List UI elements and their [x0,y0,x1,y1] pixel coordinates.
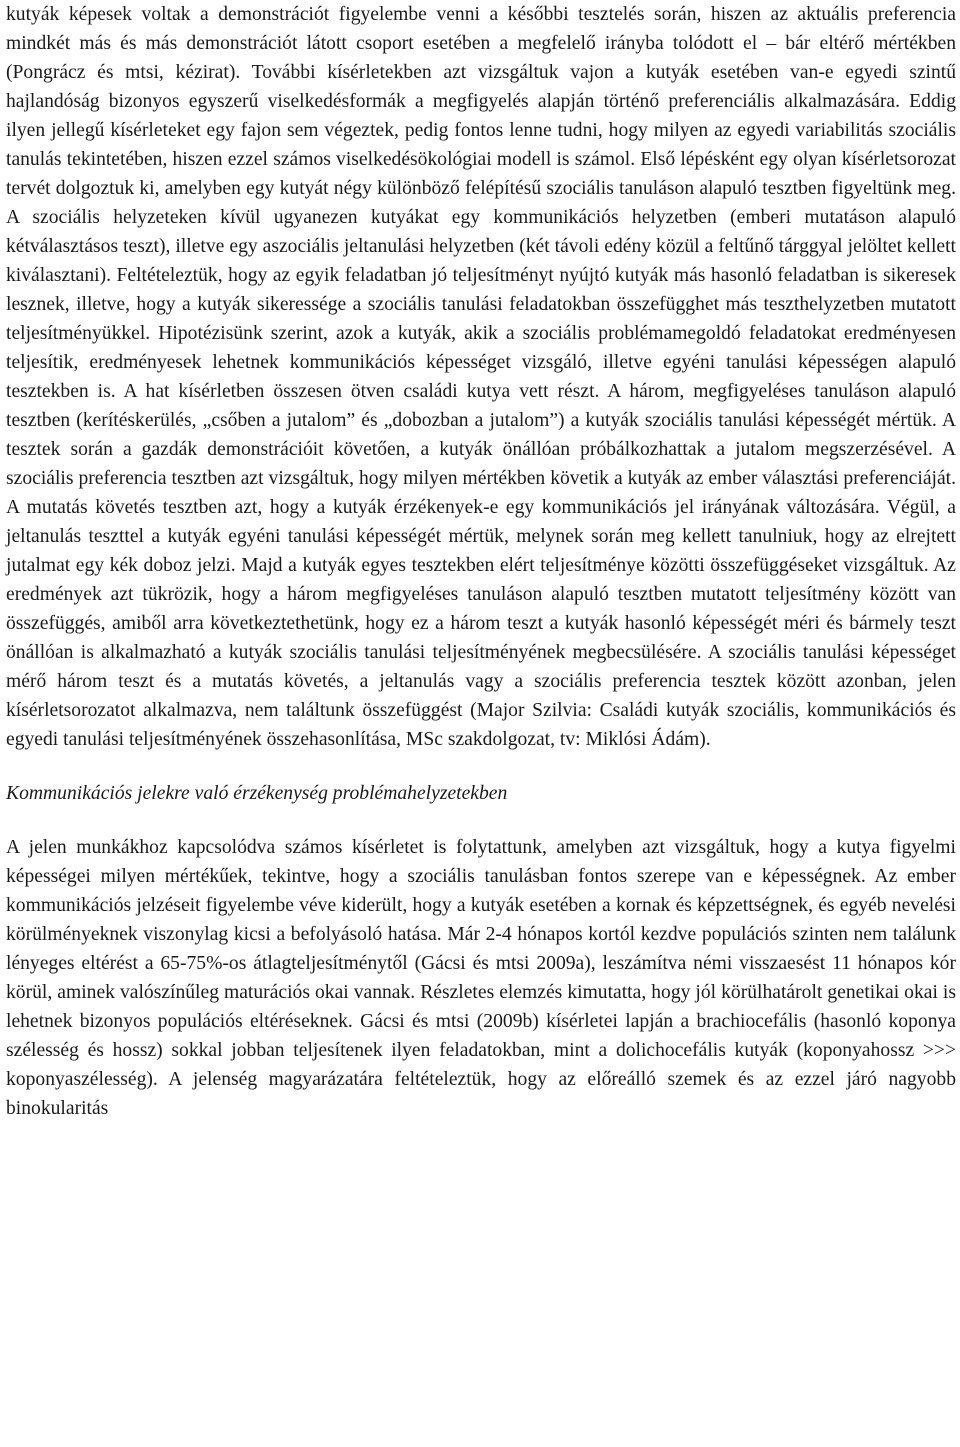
body-paragraph: A jelen munkákhoz kapcsolódva számos kísérletet is folytattunk, amelyben azt vizsgáltuk, hogy a kutya figyelmi képességei milyen mértékűek, tekintve, hogy a szociális tanulásban fontos szerepe van e képességnek. Az ember kommunikációs jelzéseit figyelembe véve kiderült, hogy a kutyák esetében a kornak és képzettségnek, és egyéb nevelési körülményeknek viszonylag kicsi a befolyásoló hatása. Már 2-4 hónapos kortól kezdve populációs szinten nem találunk lényeges eltérést a 65-75%-os átlagteljesítménytől (Gácsi és mtsi 2009a), leszámítva némi visszaesést 11 hónapos kór körül, aminek valószínűleg maturációs okai vannak. Részletes elemzés kimutatta, hogy jól körülhatárolt genetikai okai is lehetnek bizonyos populációs eltéréseknek. Gácsi és mtsi (2009b) kísérletei lapján a brachiocefális (hasonló koponya szélesség és hossz) sokkal jobban teljesítenek ilyen feladatokban, mint a dolichocefális kutyák (koponyahossz >>> koponyaszélesség). A jelenség magyarázatára feltételeztük, hogy az előreálló szemek és az ezzel járó nagyobb binokularitás [6,837,956,1119]
document-page [6,0,956,1123]
body-paragraph: kutyák képesek voltak a demonstrációt figyelembe venni a későbbi tesztelés során, hiszen az aktuális preferencia mindkét más és más demonstrációt látott csoport esetében a megfelelő irányba tolódott el – bár eltérő mértékben (Pongrácz és mtsi, kézirat). További kísérletekben azt vizsgáltuk vajon a kutyák esetében van-e egyedi szintű hajlandóság bizonyos egyszerű viselkedésformák a megfigyelés alapján történő preferenciális alkalmazására. Eddig ilyen jellegű kísérleteket egy fajon sem végeztek, pedig fontos lenne tudni, hogy milyen az egyedi variabilitás szociális tanulás tekintetében, hiszen ezzel számos viselkedésökológiai modell is számol. Első lépésként egy olyan kísérletsorozat tervét dolgoztuk ki, amelyben egy kutyát négy különböző felépítésű szociális tanuláson alapuló tesztben figyeltünk meg. A szociális helyzeteken kívül ugyanezen kutyákat egy kommunikációs helyzetben (emberi mutatáson alapuló kétválasztásos teszt), illetve egy aszociális jeltanulási helyzetben (két távoli edény közül a feltűnő tárggyal jelöltet kellett kiválasztani). Feltételeztük, hogy az egyik feladatban jó teljesítményt nyújtó kutyák más hasonló feladatban is sikeresek lesznek, illetve, hogy a kutyák sikeressége a szociális tanulási feladatokban összefügghet más teszthelyzetben mutatott teljesítményükkel. Hipotézisünk szerint, azok a kutyák, akik a szociális problémamegoldó feladatokat eredményesen teljesítik, eredményesek lehetnek kommunikációs képességet vizsgáló, illetve egyéni tanulási képességen alapuló tesztekben is. A hat kísérletben összesen ötven családi kutya vett részt. A három, megfigyeléses tanuláson alapuló tesztben (kerítéskerülés, „csőben a jutalom” és „dobozban a jutalom”) a kutyák szociális tanulási képességét mértük. A tesztek során a gazdák demonstrációit követően, a kutyák önállóan próbálkozhattak a jutalom megszerzésével. A szociális preferencia tesztben azt vizsgáltuk, hogy milyen mértékben követik a kutyák az ember választási preferenciáját. A mutatás követés tesztben azt, hogy a kutyák érzékenyek-e egy kommunikációs jel irányának változására. Végül, a jeltanulás teszttel a kutyák egyéni tanulási képességét mértük, melynek során meg kellett tanulniuk, hogy az elrejtett jutalmat egy kék doboz jelzi. Majd a kutyák egyes tesztekben elért teljesítménye közötti összefüggéseket vizsgáltuk. Az eredmények azt tükrözik, hogy a három megfigyeléses tanuláson alapuló tesztben mutatott teljesítmény között van összefüggés, amiből arra következtethetünk, hogy ez a három teszt a kutyák hasonló képességét méri és bármely teszt önállóan is alkalmazható a kutyák szociális tanulási teljesítményének megbecsülésére. A szociális tanulási képességet mérő három teszt és a mutatás követés, a jeltanulás vagy a szociális preferencia tesztek között azonban, jelen kísérletsorozatot alkalmazva, nem találtunk összefüggést (Major Szilvia: Családi kutyák szociális, kommunikációs és egyedi tanulási teljesítményének összehasonlítása, MSc szakdolgozat, tv: Miklósi Ádám). [6,4,956,750]
section-heading: Kommunikációs jelekre való érzékenység problémahelyzetekben [6,783,508,804]
